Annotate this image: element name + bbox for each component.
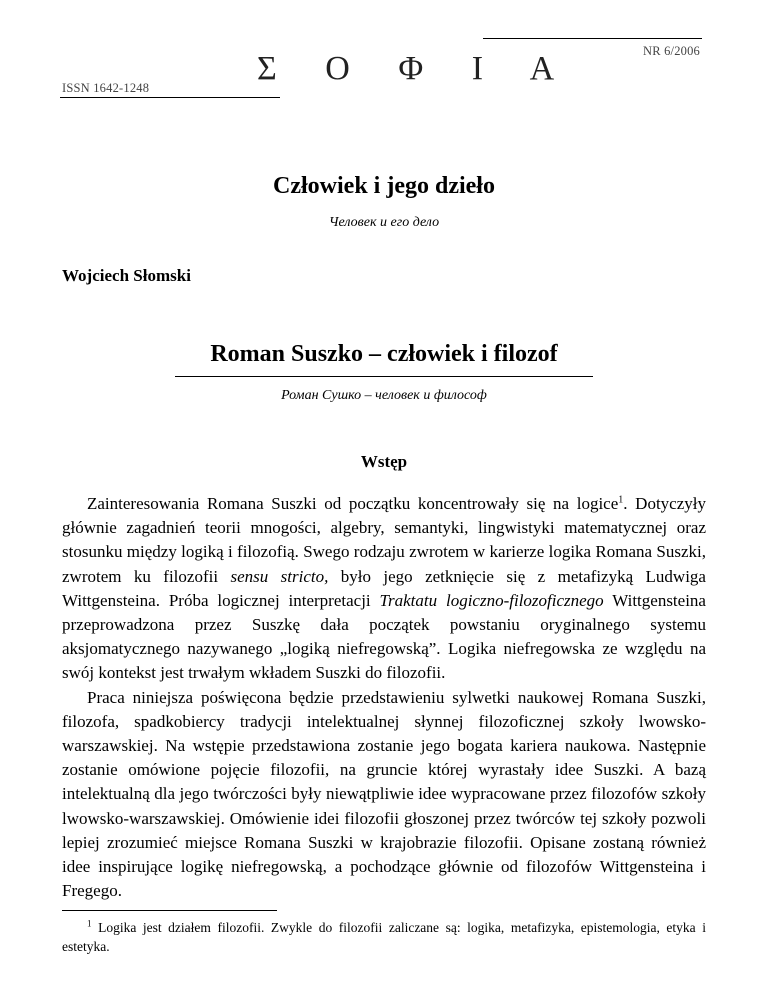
article-subtitle: Роман Сушко – человек и философ bbox=[281, 388, 487, 403]
paragraph-2: Praca niniejsza poświęcona będzie przedstawieniu sylwetki naukowej Romana Suszki, filozofa, spadkobiercy tradycji intelektualnej słynnej filozoficznej szkoły lwowsko-warszawskiej. Na wstępie przedstawiona zostanie jego bogata kariera naukowa. Następnie zostanie omówione pojęcie filozofii, na gruncie której wyrastały idee Suszki. A bazą intelektualną dla jego twórczości były niewątpliwie idee wypracowane przez filozofów szkoły lwowsko-warszawskiej. Omówienie idei filozofii głoszonej przez twórców tej szkoły pozwoli lepiej zrozumieć miejsce Romana Suszki w krajobrazie filozofii. Opisane zostaną również idee inspirujące logikę niefregowską, a pochodzące głównie od filozofów Wittgensteina i Fregego. bbox=[62, 687, 706, 901]
footnote-text: Logika jest działem filozofii. Zwykle do filozofii zaliczane są: logika, metafizyka, epistemologia, etyka i estetyka. bbox=[62, 920, 706, 954]
article-title-rule bbox=[175, 376, 593, 377]
author-name: Wojciech Słomski bbox=[62, 266, 191, 285]
journal-name: Σ Ο Φ Ι Α bbox=[257, 50, 575, 87]
p1-text-4: Wittgensteina przeprowadzona przez Suszkę dała początek powstaniu oryginalnego systemu aksjomatycznego nazywanego „logiką niefregowską”. Logika niefregowska ze względu na swój kontekst jest trwałym wkładem Suszki do filozofii. bbox=[62, 590, 706, 683]
footnote-rule bbox=[62, 910, 277, 911]
issue-number: NR 6/2006 bbox=[642, 44, 700, 58]
article-title: Roman Suszko – człowiek i filozof bbox=[210, 341, 558, 367]
article-body bbox=[62, 492, 706, 903]
footnote bbox=[62, 918, 706, 956]
issn-rule bbox=[60, 97, 280, 98]
footnote-number: 1 bbox=[87, 918, 92, 929]
footnote-ref[interactable]: 1 bbox=[618, 494, 624, 506]
issn-label: ISSN 1642-1248 bbox=[62, 81, 150, 95]
p1-emphasis-2: Traktatu logiczno-filozoficznego bbox=[379, 590, 604, 610]
paragraph-1 bbox=[62, 492, 706, 686]
section-heading: Wstęp bbox=[360, 452, 408, 471]
header-top-rule bbox=[483, 38, 702, 39]
p1-emphasis-1: sensu stricto, bbox=[230, 566, 329, 586]
section-subtitle: Человек и его дело bbox=[328, 215, 440, 230]
p1-text-3: było jego zetknięcie się z metafizyką Ludwiga Wittgensteina. Próba logicznej interpretacji bbox=[62, 566, 706, 610]
section-title: Człowiek i jego dzieło bbox=[273, 173, 495, 199]
p1-text-2: . Dotyczyły głównie zagadnień teorii mnogości, algebry, semantyki, lingwistyki matematycznej oraz stosunku między logiką i filozofią. Swego rodzaju zwrotem w karierze logika Romana Suszki, zwrotem ku filozofii bbox=[62, 494, 706, 586]
p1-text-1: Zainteresowania Romana Suszki od początku koncentrowały się na logice bbox=[87, 494, 619, 513]
